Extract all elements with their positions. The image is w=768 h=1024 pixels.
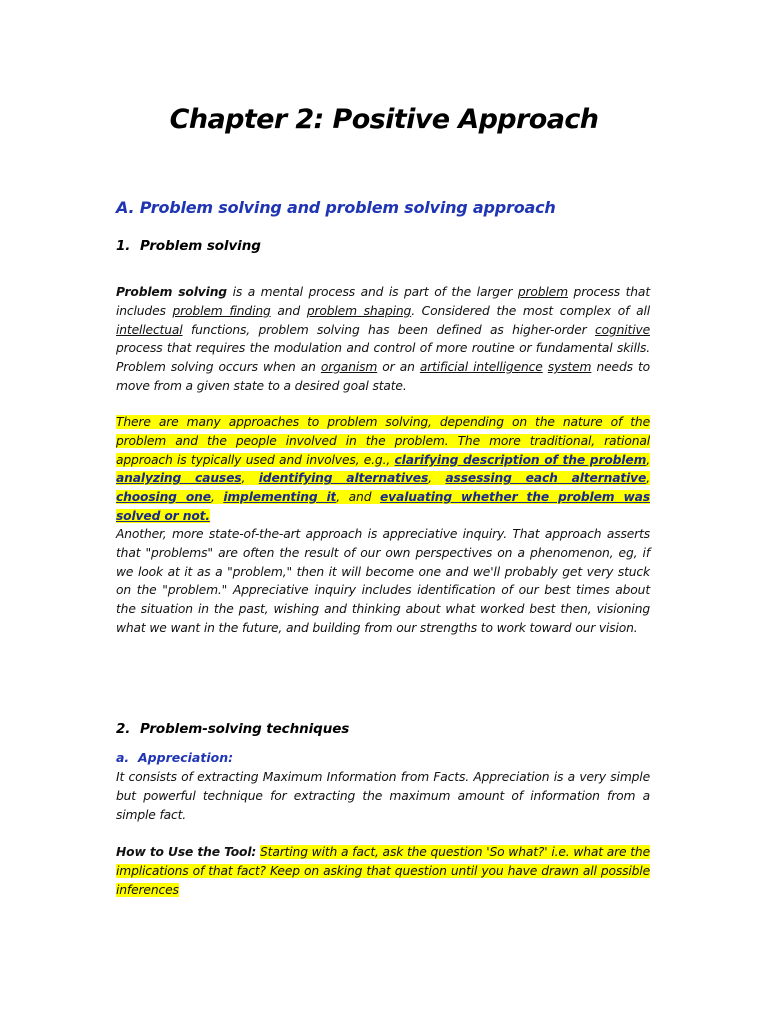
link-choosing-one[interactable]: choosing one: [116, 490, 211, 505]
text-run: process that includes: [116, 285, 650, 318]
highlighted-text: There are many approaches to problem solving, depending on the nature of the problem and the people involved in the problem. The more traditional, rational approach is typically used and involves, e.g.,: [116, 415, 650, 467]
subheading-number: 1.: [116, 238, 131, 254]
separator: ,: [646, 471, 650, 486]
link-analyzing-causes[interactable]: analyzing causes: [116, 471, 242, 486]
link-problem[interactable]: problem: [517, 285, 568, 299]
separator: ,: [646, 452, 650, 467]
link-artificial-intelligence[interactable]: artificial intelligence: [419, 360, 543, 375]
paragraph-approaches-highlighted: [116, 413, 650, 526]
paragraph-appreciative-inquiry: Another, more state-of-the-art approach is appreciative inquiry. That approach asserts that "problems" are often the result of our own perspectives on a phenomenon, eg, if we look at it as a "problem," then it will become one and we'll probably get very stuck on the "problem." Appreciative inquiry includes identification of our best times about the situation in the past, wishing and thinking about what worked best then, visioning what we want in the future, and building from our strengths to work toward our vision.: [116, 527, 650, 635]
link-problem-shaping[interactable]: problem shaping: [306, 303, 412, 318]
separator: ,: [210, 490, 224, 505]
text-run: is a mental process and is part of the larger: [226, 285, 518, 299]
subheading-number: 2.: [116, 721, 131, 737]
subheading-label: Problem solving: [140, 238, 261, 254]
link-evaluating-whether-solved[interactable]: evaluating whether the problem was solved or not.: [116, 490, 650, 523]
link-cognitive[interactable]: cognitive: [594, 322, 650, 337]
link-assessing-each-alternative[interactable]: assessing each alternative: [445, 471, 647, 486]
chapter-title: Chapter 2: Positive Approach: [169, 104, 599, 135]
link-identifying-alternatives[interactable]: identifying alternatives: [258, 471, 429, 486]
subheading-label: Problem-solving techniques: [140, 721, 350, 737]
link-system[interactable]: system: [547, 360, 592, 375]
item-appreciation-heading: [116, 750, 233, 765]
highlighted-instructions: Starting with a fact, ask the question 'So what?' i.e. what are the implications of that fact? Keep on asking that question until you have drawn all possible inferences: [116, 845, 650, 897]
link-organism[interactable]: organism: [320, 360, 378, 375]
text-run: process that requires the modulation and control of more routine or fundamental skills. Problem solving occurs when an: [116, 341, 650, 375]
link-clarifying-description[interactable]: clarifying description of the problem: [394, 452, 647, 467]
paragraph-definition: [116, 283, 650, 396]
how-to-use-label: How to Use the Tool:: [116, 845, 257, 859]
separator: ,: [428, 471, 446, 486]
text-run: or an: [377, 360, 420, 375]
paragraph-appreciation-description: It consists of extracting Maximum Information from Facts. Appreciation is a very simple but powerful technique for extracting the maximum amount of information from a simple fact.: [116, 770, 650, 822]
separator: ,: [241, 471, 259, 486]
text-run: . Considered the most complex of all: [411, 303, 651, 318]
text-run: functions, problem solving has been defined as higher-order: [182, 322, 595, 337]
term-problem-solving: Problem solving: [116, 285, 227, 299]
paragraph-how-to-use: [116, 843, 650, 899]
item-label: Appreciation:: [138, 750, 234, 765]
separator: , and: [336, 490, 380, 505]
link-problem-finding[interactable]: problem finding: [172, 303, 271, 318]
subheading-techniques: [116, 721, 349, 737]
text-run: needs to move from a given state to a desired goal state.: [116, 360, 650, 393]
item-letter: a.: [116, 750, 130, 765]
subheading-problem-solving: [116, 238, 261, 254]
link-implementing-it[interactable]: implementing it: [223, 490, 337, 505]
link-intellectual[interactable]: intellectual: [116, 322, 183, 337]
text-run: and: [270, 303, 307, 318]
section-a-heading: A. Problem solving and problem solving approach: [116, 198, 556, 217]
